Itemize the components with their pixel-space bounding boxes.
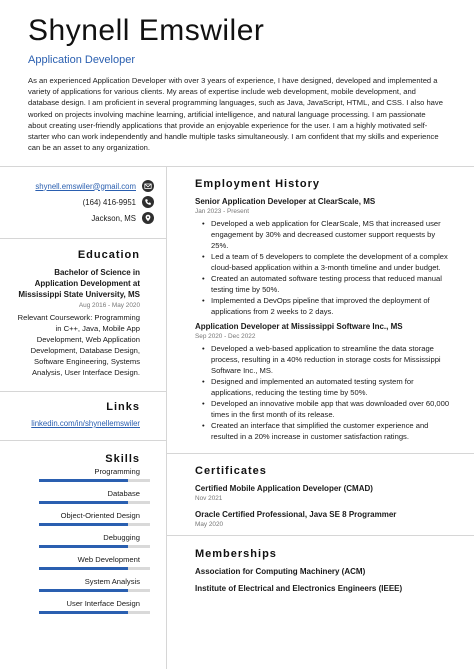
candidate-name: Shynell Emswiler [28, 14, 265, 47]
employment-heading: Employment History [195, 178, 320, 190]
skills-section [0, 440, 166, 614]
skill-name: Web Development [77, 555, 140, 564]
skill-level-bar [39, 479, 150, 482]
skill-item [10, 553, 140, 570]
job-dates: Sep 2020 - Dec 2022 [195, 333, 256, 340]
job-role: Application Developer at Mississippi Software Inc., MS [195, 322, 403, 331]
skill-level-bar [39, 545, 150, 548]
right-column [167, 166, 474, 669]
resume-header [0, 0, 474, 153]
skill-name: Database [107, 489, 140, 498]
skill-name: Programming [94, 467, 140, 476]
job-bullet: • Led a team of 5 developers to complete the development of a complex cloud-based application within a 3-month timeline and under budget. [211, 251, 454, 273]
skill-level-bar [39, 589, 150, 592]
memberships-section [167, 535, 474, 594]
skill-name: Debugging [103, 533, 140, 542]
memberships-heading: Memberships [195, 548, 277, 560]
skill-item [10, 465, 140, 482]
job-bullet: • Developed a web application for ClearScale, MS that increased user engagement by 30% and decreased customer support requests by 25%. [211, 218, 454, 251]
education-section [0, 238, 166, 378]
contact-phone [0, 194, 154, 210]
links-heading: Links [106, 401, 140, 413]
skill-name: Object-Oriented Design [60, 511, 140, 520]
job-entry [195, 196, 454, 317]
skill-level-fill [39, 567, 128, 570]
left-column [0, 166, 167, 669]
skill-item [10, 487, 140, 504]
certificate-date: May 2020 [195, 521, 224, 528]
job-bullet: • Developed a web-based application to streamline the data storage process, resulting in a 40% reduction in storage costs for Mississippi Software Inc., MS. [211, 343, 454, 376]
job-dates: Jan 2023 - Present [195, 208, 249, 215]
skill-item [10, 575, 140, 592]
envelope-icon [142, 180, 154, 192]
job-role: Senior Application Developer at ClearScale, MS [195, 197, 376, 206]
skills-heading: Skills [105, 453, 140, 465]
skill-level-bar [39, 611, 150, 614]
linkedin-link[interactable]: linkedin.com/in/shynellemswiler [31, 419, 140, 428]
skill-level-fill [39, 501, 128, 504]
contact-block [0, 166, 166, 226]
skill-level-bar [39, 567, 150, 570]
job-bullet: • Created an interface that simplified the customer experience and resulted in a 20% increase in customer satisfaction ratings. [211, 420, 454, 442]
skill-name: User Interface Design [66, 599, 140, 608]
education-degree: Bachelor of Science in Application Development at Mississippi State University, MS [18, 268, 140, 299]
certificates-heading: Certificates [195, 465, 267, 477]
location-text: Jackson, MS [91, 213, 136, 223]
phone-icon [142, 196, 154, 208]
phone-number: (164) 416-9951 [82, 197, 136, 207]
employment-section [167, 166, 474, 442]
membership-item: Association for Computing Machinery (ACM) [195, 567, 366, 576]
job-bullet: • Developed an innovative mobile app that was downloaded over 60,000 times in the first month of its release. [211, 398, 454, 420]
skill-level-bar [39, 501, 150, 504]
location-pin-icon [142, 212, 154, 224]
skills-list [10, 465, 140, 614]
job-entry [195, 321, 454, 442]
skill-level-bar [39, 523, 150, 526]
certificate-name: Oracle Certified Professional, Java SE 8 Programmer [195, 510, 397, 519]
skill-level-fill [39, 611, 128, 614]
contact-email [0, 178, 154, 194]
links-section [0, 391, 166, 428]
skill-item [10, 597, 140, 614]
skill-item [10, 531, 140, 548]
certificate-date: Nov 2021 [195, 495, 223, 502]
candidate-title: Application Developer [28, 54, 136, 66]
skill-level-fill [39, 523, 128, 526]
skill-level-fill [39, 479, 128, 482]
education-heading: Education [77, 249, 140, 261]
certificate-name: Certified Mobile Application Developer (CMAD) [195, 484, 373, 493]
education-dates: Aug 2016 - May 2020 [78, 302, 140, 309]
job-bullets [195, 218, 454, 317]
skill-name: System Analysis [84, 577, 140, 586]
job-bullets [195, 343, 454, 442]
email-link[interactable]: shynell.emswiler@gmail.com [35, 181, 136, 191]
skill-level-fill [39, 545, 128, 548]
membership-item: Institute of Electrical and Electronics Engineers (IEEE) [195, 584, 403, 593]
skill-level-fill [39, 589, 128, 592]
skill-item [10, 509, 140, 526]
job-bullet: • Created an automated software testing process that reduced manual testing time by 50%. [211, 273, 454, 295]
education-coursework: Relevant Coursework: Programming in C++, Java, Mobile App Development, Web Application Development, Database Design, Software Engineering, Systems Analysis, User Interface Design. [17, 313, 140, 377]
certificates-section [167, 453, 474, 528]
contact-location [0, 210, 154, 226]
job-bullet: • Designed and implemented an automated testing system for applications, reducing the testing time by 50%. [211, 376, 454, 398]
profile-summary: As an experienced Application Developer with over 3 years of experience, I have designed, developed and implemented a variety of applications for various clients. My areas of expertise include web development, mobile development, and database design. I am proficient in several programming languages, such as Java, JavaScript, HTML, and CSS. I also have worked on projects involving machine learning, artificial intelligence, and natural language processing. I am passionate about creating user-friendly applications that provide an enjoyable experience for the user. I am a highly motivated self-starter who can work independently and handle multiple tasks simultaneously. I am confident that my skills and experience can be an asset to any organization. [28, 76, 443, 153]
job-bullet: • Implemented a DevOps pipeline that improved the deployment of applications from 2 weeks to 2 days. [211, 295, 454, 317]
